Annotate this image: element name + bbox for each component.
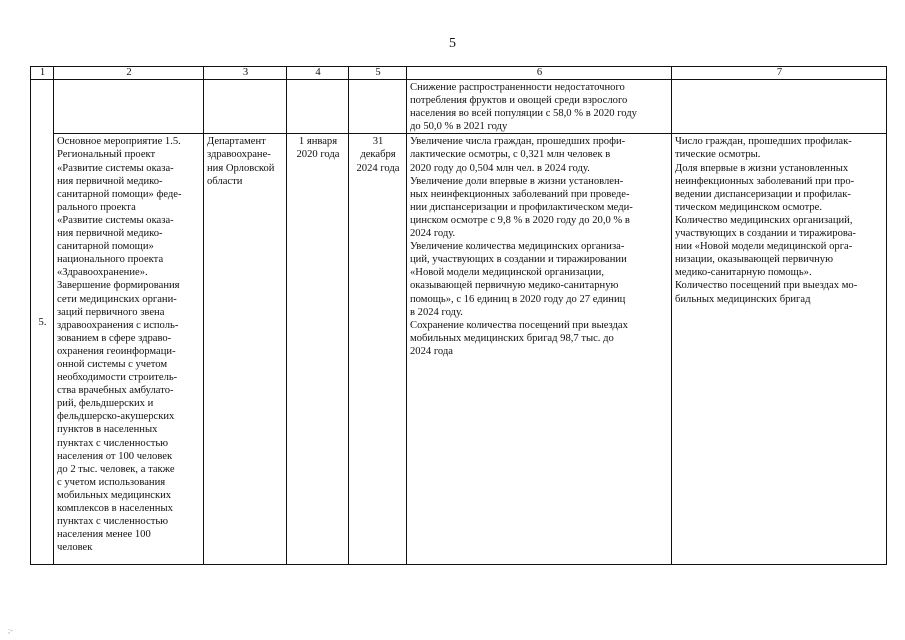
empty-cell (349, 80, 407, 134)
row-number-cell: 5. (31, 80, 54, 565)
header-cell-7: 7 (672, 67, 887, 80)
start-date-cell: 1 января 2020 года (287, 134, 349, 565)
header-cell-6: 6 (407, 67, 672, 80)
indicator-cell: Число граждан, прошедших профилак- тические осмотры. Доля впервые в жизни установленных неинфекционных заболеваний при про- ведении диспансеризации и профилак- тическом медицинском осмотре. Количество медицинских организаций, участвующих в создании и тиражирова- нии «Новой модели медицинской орга- низации, оказывающей первичную медико-санитарную помощь». Количество посещений при выездах мо- бильных медицинских бригад (672, 134, 887, 565)
header-cell-2: 2 (54, 67, 204, 80)
result-cell: Увеличение числа граждан, прошедших профи- лактические осмотры, с 0,321 млн человек в 2020 году до 0,504 млн чел. в 2024 году. Увеличение доли впервые в жизни установлен- ных неинфекционных заболеваний при проведе- нии диспансеризации и профилактическом меди- цинском осмотре с 9,8 % в 2020 году до 20,0 % в 2024 году. Увеличение количества медицинских организа- ций, участвующих в создании и тиражировании «Новой модели медицинской организации, оказывающей первичную медико-санитарную помощь», с 16 единиц в 2020 году до 27 единиц в 2024 году. Сохранение количества посещений при выездах мобильных медицинских бригад 98,7 тыс. до 2024 года (407, 134, 672, 565)
header-row (31, 67, 887, 80)
empty-cell (287, 80, 349, 134)
header-cell-5: 5 (349, 67, 407, 80)
document-table (30, 66, 887, 565)
executor-cell: Департамент здравоохране- ния Орловской области (204, 134, 287, 565)
table-row (31, 134, 887, 565)
page-number: 5 (449, 36, 456, 51)
empty-cell (204, 80, 287, 134)
result-cell: Снижение распространенности недостаточного потребления фруктов и овощей среди взрослого населения во всей популяции с 58,0 % в 2020 году до 50,0 % в 2021 году (407, 80, 672, 134)
empty-cell (54, 80, 204, 134)
end-date-cell: 31 декабря 2024 года (349, 134, 407, 565)
header-cell-4: 4 (287, 67, 349, 80)
empty-cell (672, 80, 887, 134)
activity-cell: Основное мероприятие 1.5. Региональный проект «Развитие системы оказа- ния первичной медико- санитарной помощи» феде- рального проекта «Развитие системы оказа- ния первичной медико- санитарной помощи» национального проекта «Здравоохранение». Завершение формирования сети медицинских органи- заций первичного звена здравоохранения с исполь- зованием в сфере здраво- охранения геоинформаци- онной системы с учетом необходимости строитель- ства врачебных амбулато- рий, фельдшерских и фельдшерско-акушерских пунктов в населенных пунктах с численностью населения от 100 человек до 2 тыс. человек, а также с учетом использования мобильных медицинских комплексов в населенных пунктах с численностью населения менее 100 человек (54, 134, 204, 565)
scan-artifact: ;- (8, 626, 13, 635)
table-row (31, 80, 887, 134)
header-cell-1: 1 (31, 67, 54, 80)
header-cell-3: 3 (204, 67, 287, 80)
